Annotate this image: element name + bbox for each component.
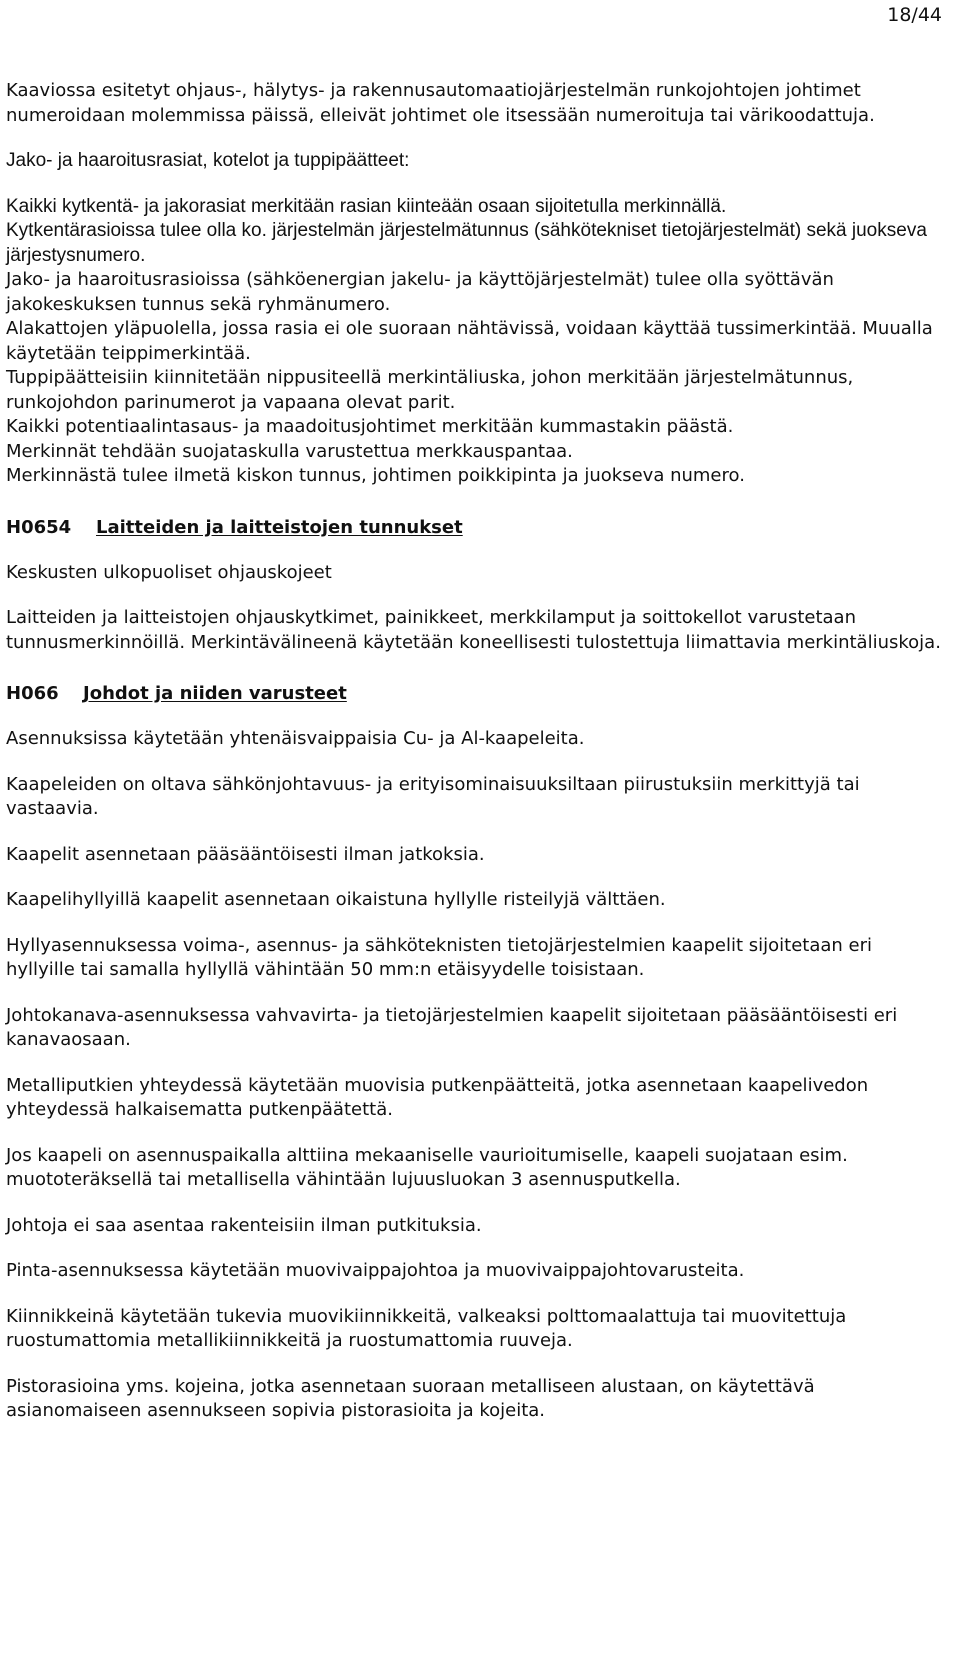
h066-paragraph: Kaapelihyllyillä kaapelit asennetaan oikaistuna hyllylle risteilyjä välttäen. (6, 889, 666, 910)
section-heading-h066 (6, 682, 946, 706)
subheading-keskusten-ulkopuoliset: Keskusten ulkopuoliset ohjauskojeet (6, 561, 332, 583)
section-heading-h0654 (6, 516, 946, 540)
h066-paragraph: Johtoja ei saa asentaa rakenteisiin ilman putkituksia. (6, 1214, 482, 1236)
h066-paragraph: Kiinnikkeinä käytetään tukevia muovikiinnikkeitä, valkeaksi polttomaalattuja tai muovitettuja ruostumattomia metallikiinnikkeitä ja ruostumattomia ruuveja. (6, 1305, 847, 1351)
jako-paragraph: Kaikki potentiaalintasaus- ja maadoitusjohtimet merkitään kummastakin päästä. (6, 416, 734, 437)
h066-paragraph: Kaapeleiden on oltava sähkönjohtavuus- ja erityisominaisuuksiltaan piirustuksiin merkittyjä tai vastaavia. (6, 773, 860, 819)
jako-paragraph: Tuppipäätteisiin kiinnitetään nippusiteellä merkintäliuska, johon merkitään järjestelmätunnus, runkojohdon parinumerot ja vapaana olevat parit. (6, 367, 854, 413)
section-title: Laitteiden ja laitteistojen tunnukset (96, 516, 463, 538)
jako-paragraph-system-id: Kytkentärasioissa tulee olla ko. järjestelmän järjestelmätunnus (sähkötekniset tietojärjestelmät) sekä juokseva järjestysnumero. (6, 220, 927, 266)
page-number: 18/44 (887, 4, 942, 26)
jako-paragraph: Merkinnästä tulee ilmetä kiskon tunnus, johtimen poikkipinta ja juokseva numero. (6, 465, 745, 486)
h066-paragraph: Asennuksissa käytetään yhtenäisvaippaisia Cu- ja Al-kaapeleita. (6, 728, 585, 749)
h0654-paragraph: Laitteiden ja laitteistojen ohjauskytkimet, painikkeet, merkkilamput ja soittokellot varustetaan tunnusmerkinnöillä. Merkintävälineenä käytetään koneellisesti tulostettuja liimattavia merkintäliuskoja. (6, 607, 941, 653)
h066-paragraph: Kaapelit asennetaan pääsääntöisesti ilman jatkoksia. (6, 843, 485, 865)
h066-paragraph: Johtokanava-asennuksessa vahvavirta- ja tietojärjestelmien kaapelit sijoitetaan pääsääntöisesti eri kanavaosaan. (6, 1004, 898, 1050)
section-code: H0654 (6, 516, 72, 538)
h066-paragraph: Hyllyasennuksessa voima-, asennus- ja sähköteknisten tietojärjestelmien kaapelit sijoitetaan eri hyllyille tai samalla hyllyllä vähintään 50 mm:n etäisyydelle toisistaan. (6, 934, 873, 980)
h066-paragraph: Pistorasioina yms. kojeina, jotka asennetaan suoraan metalliseen alustaan, on käytettävä asianomaiseen asennukseen sopivia pistorasioita ja kojeita. (6, 1375, 815, 1421)
jako-paragraph: Jako- ja haaroitusrasioissa (sähköenergian jakelu- ja käyttöjärjestelmät) tulee olla syöttävän jakokeskuksen tunnus sekä ryhmänumero. (6, 269, 834, 315)
document-body (6, 79, 946, 1424)
jako-paragraph-marking: Kaikki kytkentä- ja jakorasiat merkitään rasian kiinteään osaan sijoitetulla merkinnällä. (6, 195, 727, 217)
section-title: Johdot ja niiden varusteet (83, 683, 347, 704)
jako-heading: Jako- ja haaroitusrasiat, kotelot ja tuppipäätteet: (6, 150, 410, 171)
h066-paragraph: Pinta-asennuksessa käytetään muovivaippajohtoa ja muovivaippajohtovarusteita. (6, 1260, 745, 1281)
h066-paragraph: Metalliputkien yhteydessä käytetään muovisia putkenpäätteitä, jotka asennetaan kaapelivedon yhteydessä halkaisematta putkenpäätettä. (6, 1074, 869, 1120)
h066-paragraph: Jos kaapeli on asennuspaikalla alttiina mekaaniselle vaurioitumiselle, kaapeli suojataan esim. muototeräksellä tai metallisella vähintään lujuusluokan 3 asennusputkella. (6, 1144, 848, 1190)
jako-paragraph: Alakattojen yläpuolella, jossa rasia ei ole suoraan nähtävissä, voidaan käyttää tussimerkintää. Muualla käytetään teippimerkintää. (6, 318, 933, 364)
jako-paragraph: Merkinnät tehdään suojataskulla varustettua merkkauspantaa. (6, 440, 573, 462)
intro-paragraph: Kaaviossa esitetyt ohjaus-, hälytys- ja rakennusautomaatiojärjestelmän runkojohtojen johtimet numeroidaan molemmissa päissä, elleivät johtimet ole itsessään numeroituja tai värikoodattuja. (6, 80, 875, 126)
section-code: H066 (6, 683, 59, 704)
